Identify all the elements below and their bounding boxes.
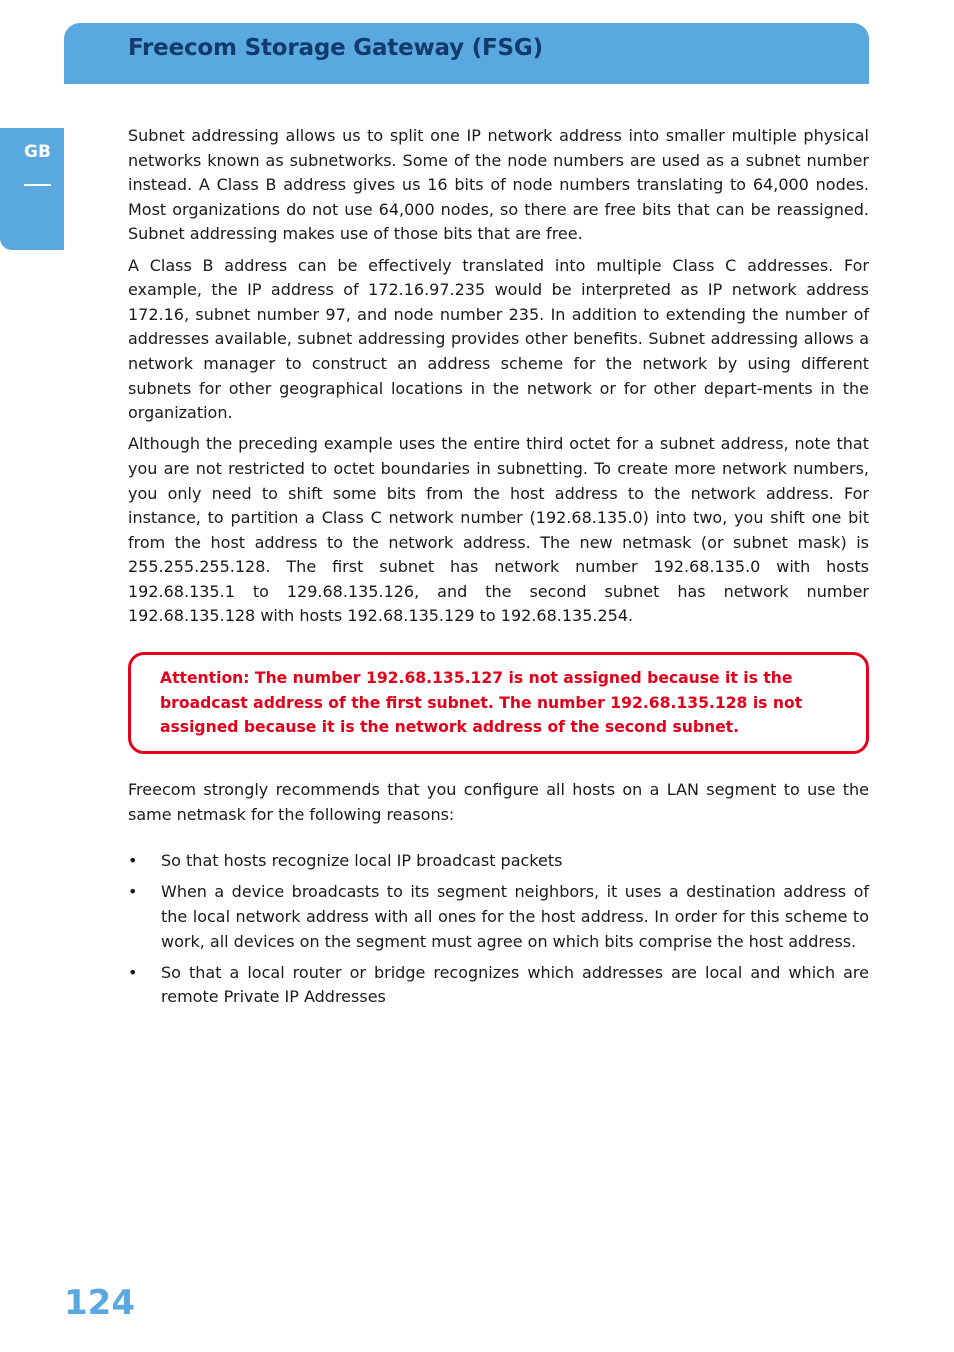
list-item <box>128 880 869 954</box>
reasons-list <box>128 849 869 1010</box>
list-item-text: So that a local router or bridge recognizes which addresses are local and which are remote Private IP Addresses <box>161 962 869 1007</box>
list-item-text: So that hosts recognize local IP broadcast packets <box>161 851 563 871</box>
main-content <box>128 124 869 1017</box>
attention-text: Attention: The number 192.68.135.127 is not assigned because it is the broadcast address of the first subnet. The number 192.68.135.128 is not assigned because it is the network address of the second subnet. <box>160 669 803 737</box>
bullet-icon: • <box>128 851 138 871</box>
list-item <box>128 849 869 874</box>
language-tab <box>0 128 64 250</box>
language-underline <box>24 184 51 186</box>
bullet-icon: • <box>128 882 138 902</box>
page-number: 124 <box>64 1283 135 1323</box>
paragraph-subnet-addressing: Subnet addressing allows us to split one IP network address into smaller multiple physical networks known as subnetworks. Some of the node numbers are used as a subnet number instead. A Class B address gives us 16 bits of node numbers translating to 64,000 nodes. Most organizations do not use 64,000 nodes, so there are free bits that can be reassigned. Subnet addressing makes use of those bits that are free. <box>128 126 869 244</box>
language-label: GB <box>24 142 51 162</box>
header-title: Freecom Storage Gateway (FSG) <box>128 35 543 61</box>
attention-box <box>128 652 869 754</box>
list-item-text: When a device broadcasts to its segment neighbors, it uses a destination address of the local network address with all ones for the host address. In order for this scheme to work, all devices on the segment must agree on which bits comprise the host address. <box>161 882 869 951</box>
paragraph-octet-boundaries: Although the preceding example uses the entire third octet for a subnet address, note that you are not restricted to octet boundaries in subnetting. To create more network numbers, you only need to shift some bits from the host address to the network address. For instance, to partition a Class C network number (192.68.135.0) into two, you shift one bit from the host address to the network address. The new netmask (or subnet mask) is 255.255.255.128. The first subnet has network number 192.68.135.0 with hosts 192.68.135.1 to 129.68.135.126, and the second subnet has network number 192.68.135.128 with hosts 192.68.135.129 to 192.68.135.254. <box>128 434 869 626</box>
list-item <box>128 961 869 1010</box>
header-bar <box>64 23 869 84</box>
paragraph-class-b: A Class B address can be effectively translated into multiple Class C addresses. For example, the IP address of 172.16.97.235 would be interpreted as IP network address 172.16, subnet number 97, and node number 235. In addition to extending the number of addresses available, subnet addressing provides other benefits. Subnet addressing allows a network manager to construct an address scheme for the network by using different subnets for other geographical locations in the network or for other depart-ments in the organization. <box>128 255 869 423</box>
bullet-icon: • <box>128 962 138 982</box>
paragraph-recommendation: Freecom strongly recommends that you configure all hosts on a LAN segment to use the same netmask for the following reasons: <box>128 780 869 824</box>
